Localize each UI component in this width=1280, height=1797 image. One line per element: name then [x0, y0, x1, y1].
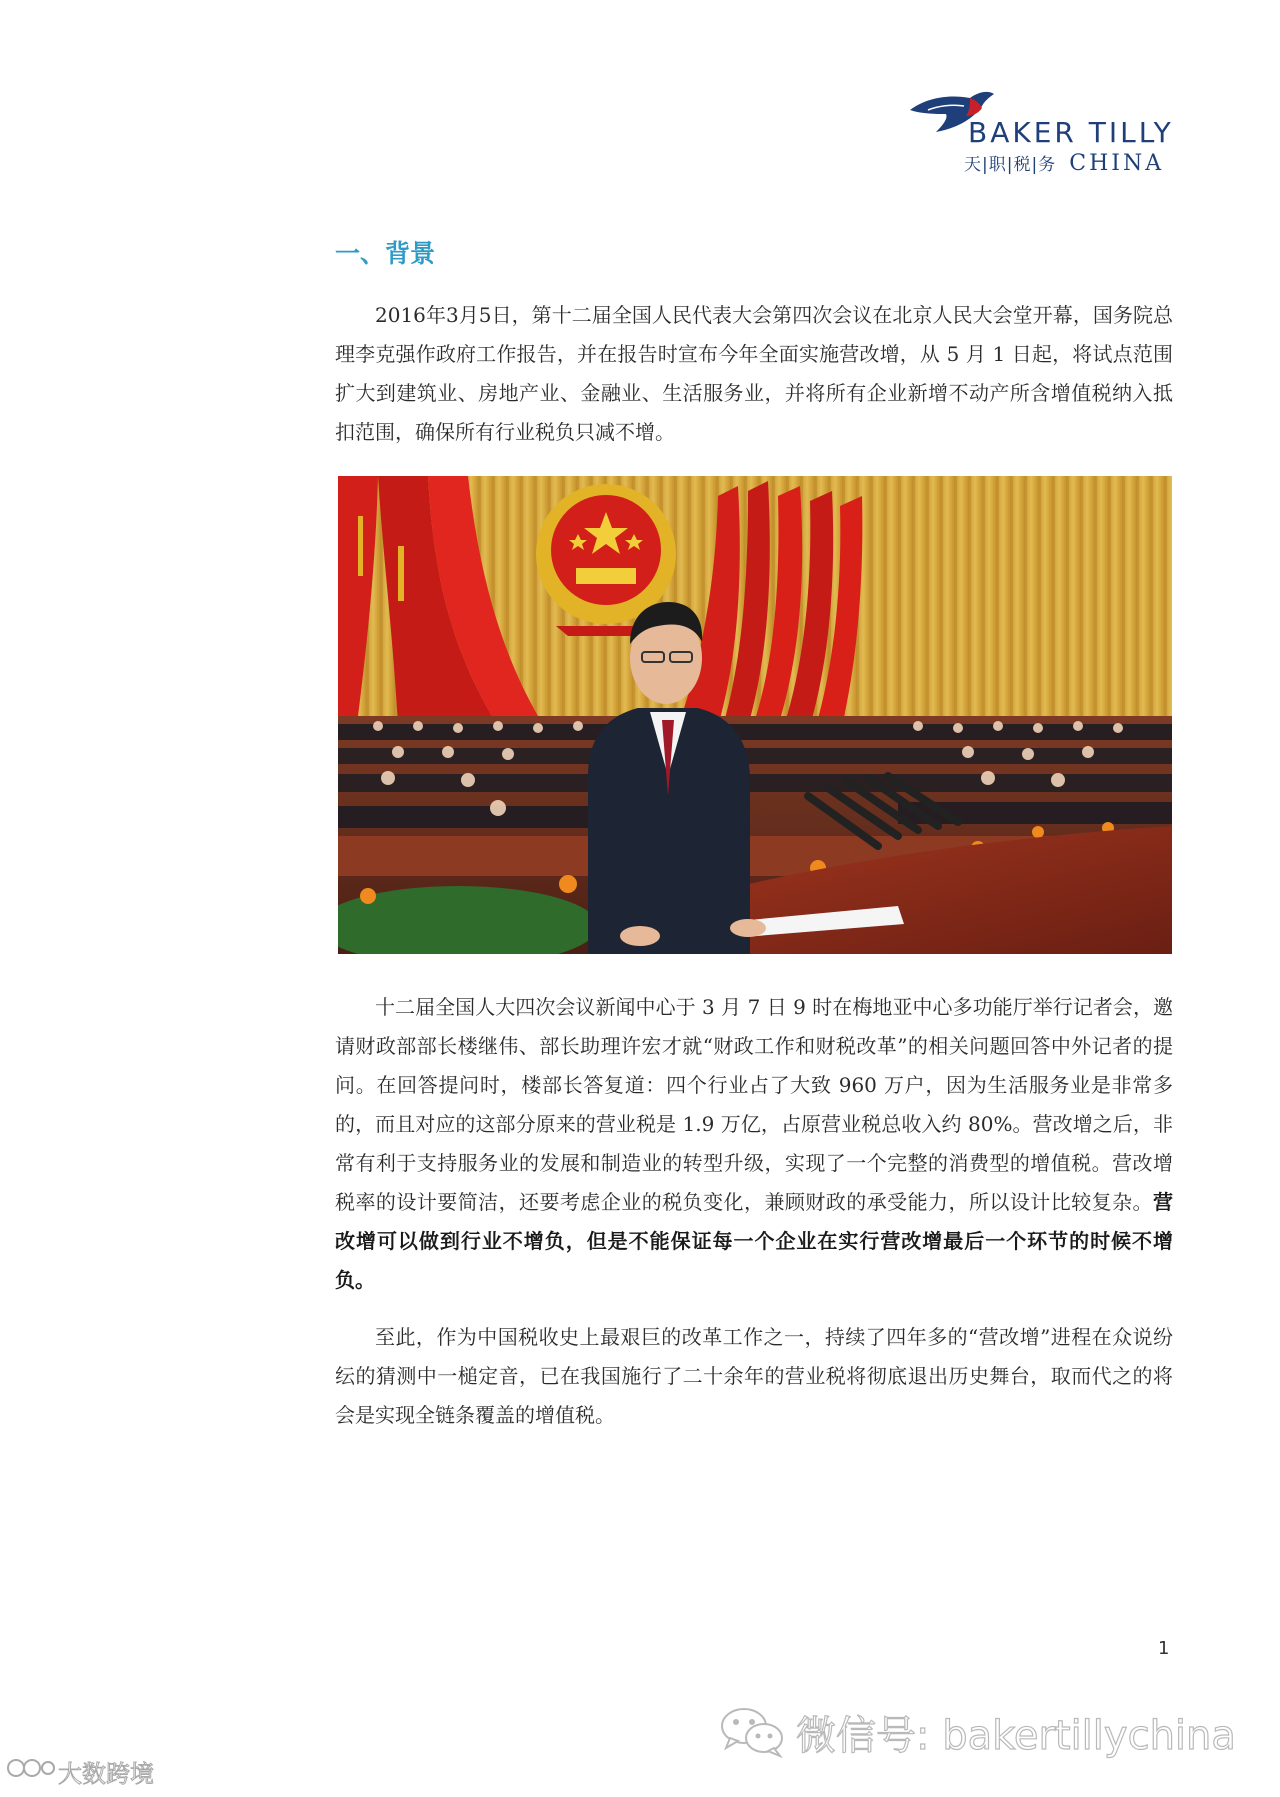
logo-subtitle-chinese: 天|职|税|务	[964, 155, 1057, 175]
logo-name: BAKER TILLY	[968, 116, 1174, 149]
paragraph-background: 2016年3月5日，第十二届全国人民代表大会第四次会议在北京人民大会堂开幕，国务院总理李克强作政府工作报告，并在报告时宣布今年全面实施营改增，从 5 月 1 日起，将试点范围扩大到建筑业、房地产业、金融业、生活服务业，并将所有企业新增不动产所含增值税纳入抵扣范围，确保所有行业税负只减不增。	[335, 303, 1173, 444]
paragraph-conclusion: 至此，作为中国税收史上最艰巨的改革工作之一，持续了四年多的“营改增”进程在众说纷纭的猜测中一槌定音，已在我国施行了二十余年的营业税将彻底退出历史舞台，取而代之的将会是实现全链条覆盖的增值税。	[335, 1325, 1173, 1427]
page-number: 1	[1158, 1638, 1170, 1659]
chat-bubble-icon	[6, 1754, 56, 1784]
section-title: 一、背景	[335, 239, 436, 268]
company-logo	[908, 88, 1180, 180]
logo-subtitle-english: CHINA	[1069, 151, 1165, 176]
paragraph-press-conference-emphasis: 营改增可以做到行业不增负，但是不能保证每一个企业在实行营改增最后一个环节的时候不增负。	[335, 1190, 1173, 1292]
congress-photo	[338, 476, 1172, 954]
congress-photo-illustration	[338, 476, 1172, 954]
paragraph-press-conference-text: 十二届全国人大四次会议新闻中心于 3 月 7 日 9 时在梅地亚中心多功能厅举行记者会，邀请财政部部长楼继伟、部长助理许宏才就“财政工作和财税改革”的相关问题回答中外记者的提问。在回答提问时，楼部长答复道：四个行业占了大致 960 万户，因为生活服务业是非常多的，而且对应的这部分原来的营业税是 1.9 万亿，占原营业税总收入约 80%。营改增之后，非常有利于支持服务业的发展和制造业的转型升级，实现了一个完整的消费型的增值税。营改增税率的设计要简洁，还要考虑企业的税负变化，兼顾财政的承受能力，所以设计比较复杂。	[335, 995, 1173, 1214]
logo-subtitle	[964, 150, 1164, 176]
corner-watermark-text: 大数跨境	[58, 1760, 154, 1788]
wechat-id-text: 微信号: bakertillychina	[796, 1713, 1236, 1759]
paragraph-press-conference	[335, 988, 1173, 1300]
wechat-icon	[720, 1706, 784, 1758]
